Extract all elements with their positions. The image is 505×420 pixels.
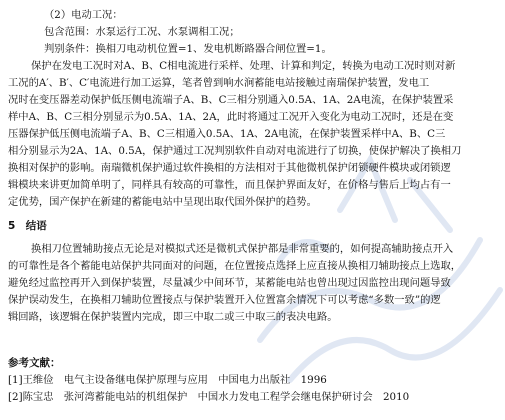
conclusion-line: 避免经过监控再开入到保护装置，尽量减少中间环节，某蓄能电站也曾出现过因监控出现问题导致 bbox=[8, 277, 451, 289]
paragraph-line: 工况的A′、B′、C′电流进行加工运算，笔者曾到响水涧蓄能电站接触过南瑞保护装置，发电工 bbox=[8, 77, 430, 89]
paragraph-line: 换相对保护的影响。南瑞微机保护通过软件换相的方法相对于其他微机保护闭锁硬件模块或闭锁逻 bbox=[8, 162, 451, 174]
section-heading: 5 结语 bbox=[8, 220, 47, 232]
paragraph-line: 况时在变压器差动保护低压侧电流端子A、B、C三相分别通入0.5A、1A、2A电流，在保护装置采 bbox=[8, 94, 454, 106]
conclusion-line: 的可靠性是各个蓄能电站保护共同面对的问题，在位置接点选择上应直接从换相刀辅助接点上选取， bbox=[8, 260, 462, 272]
paragraph-line: 辑模块来讲更加简单明了，同样具有较高的可靠性，而且保护界面友好，在价格与售后上均占有一 bbox=[8, 179, 451, 191]
conclusion-line: 换相刀位置辅助接点无论是对模拟式还是微机式保护都是非常重要的，如何提高辅助接点开入 bbox=[31, 243, 454, 255]
references-title: 参考文献： bbox=[8, 357, 61, 369]
paragraph-line: 压器保护低压侧电流端子A、B、C三相通入0.5A、1A、2A电流，在保护装置采样中A、B、C三 bbox=[8, 128, 446, 140]
criteria-line: 判别条件：换相刀电动机位置=1、发电机断路器合闸位置=1。 bbox=[44, 43, 332, 55]
condition-heading: （2）电动工况： bbox=[44, 9, 123, 21]
conclusion-line: 辑回路，该逻辑在保护装置内完成，即三中取二或三中取三的表决电路。 bbox=[8, 311, 338, 323]
paragraph-line: 样中A、B、C三相分别显示为0.5A、1A、2A，此时将通过工况开入变化为电动工况时，还是在变 bbox=[8, 111, 454, 123]
reference-item: [2]陈宝忠 张河湾蓄能电站的机组保护 中国水力发电工程学会继电保护研讨会 2010 bbox=[8, 391, 410, 403]
paragraph-line: 相分别显示为2A、1A、0.5A，保护通过工况判别软件自动对电流进行了切换，使保护解决了换相刀 bbox=[8, 145, 462, 157]
scope-line: 包含范围：水泵运行工况、水泵调相工况； bbox=[44, 26, 240, 38]
reference-item: [1]王维俭 电气主设备继电保护原理与应用 中国电力出版社 1996 bbox=[8, 374, 327, 386]
conclusion-line: 保护误动发生，在换相刀辅助位置接点与保护装置开入位置富余情况下可以考虑“多数一致”的逻 bbox=[8, 294, 441, 306]
paragraph-line: 保护在发电工况时对A、B、C相电流进行采样、处理、计算和判定，转换为电动工况时则对新 bbox=[31, 60, 456, 72]
paragraph-line: 定优势，国产保护在新建的蓄能电站中呈现出取代国外保护的趋势。 bbox=[8, 196, 317, 208]
